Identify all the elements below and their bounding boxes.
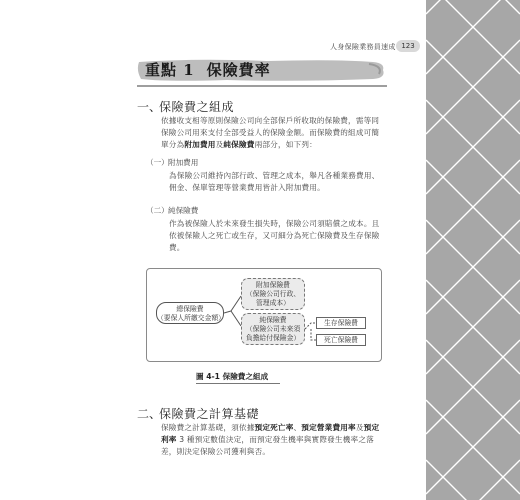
subsection-number: （二） — [146, 206, 169, 215]
bold-term: 純保險費 — [223, 140, 255, 149]
node-pure-premium — [241, 313, 305, 345]
paragraph-line: 費。 — [169, 243, 185, 252]
caption-underline — [196, 383, 280, 384]
paragraph-line: 佣金、保單管理等營業費用皆計入附加費用。 — [169, 183, 325, 192]
node-survival-premium: 生存保險費 — [316, 317, 366, 329]
section-title: 保險費之計算基礎 — [159, 407, 260, 421]
node-line: 附加保險費 — [256, 281, 290, 289]
bold-term: 預定死亡率 — [254, 423, 294, 432]
bold-term: 附加費用 — [184, 140, 216, 149]
text-run: 單分為 — [161, 140, 185, 149]
paragraph-line: 依據收支相等原則保險公司向全部保戶所收取的保險費，需等同 — [161, 116, 380, 125]
node-loading-premium — [241, 278, 305, 310]
paragraph-line: 作為被保險人於未來發生損失時，保險公司須賠償之成本。且 — [169, 219, 380, 228]
running-title: 人身保險業務員速成 — [330, 43, 396, 51]
node-line: 負擔給付保險金） — [245, 334, 301, 342]
section-paragraph — [161, 422, 379, 458]
subsection-title: 純保險費 — [168, 206, 199, 215]
node-line: （保險公司行政、 — [245, 290, 301, 298]
paragraph-line: 差，則決定保險公司獲利與否。 — [161, 447, 271, 456]
paragraph-line — [161, 434, 379, 446]
section-number: 一、 — [137, 100, 162, 114]
bold-term: 利率 — [161, 435, 177, 444]
text-run: 及 — [215, 140, 224, 149]
paragraph-line: 為保險公司維持內部行政、管理之成本，舉凡各種業務費用、 — [169, 171, 380, 180]
title-text: 保險費率 — [206, 61, 271, 79]
text-run: 保險費之計算基礎，須依據 — [161, 423, 255, 432]
title-label: 重點 1 — [145, 61, 195, 79]
bold-term: 預定營業費用率 — [301, 423, 356, 432]
paragraph-line — [161, 422, 379, 434]
page-number: 123 — [396, 40, 420, 52]
node-line: 管理成本） — [256, 299, 290, 307]
text-run: 、 — [293, 423, 302, 432]
subsection-number: （一） — [146, 158, 169, 167]
section-heading — [137, 403, 259, 422]
text-run: 兩部分，如下列： — [254, 140, 317, 149]
text-run: 3 種預定數值決定，而預定發生機率與實際發生機率之落 — [176, 435, 374, 444]
node-line: （保險公司未來須 — [245, 325, 301, 333]
bold-term: 預定 — [363, 423, 380, 432]
node-death-premium: 死亡保險費 — [316, 334, 366, 346]
section-number: 二、 — [137, 407, 162, 421]
figure-caption: 圖 4-1 保險費之組成 — [196, 372, 269, 381]
node-line: （要保人所繳交金額） — [157, 314, 225, 322]
branch-bracket-icon — [231, 296, 241, 326]
paragraph-line: 依被保險人之死亡或生存，又可細分為死亡保險費及生存保險 — [169, 231, 380, 240]
text-run: 及 — [355, 423, 364, 432]
paragraph-line: 保險公司用來支付全部受益人的保險金額。而保險費的組成可簡 — [161, 128, 380, 137]
subsection-title: 附加費用 — [168, 158, 199, 167]
node-total-premium — [156, 302, 224, 324]
node-line: 總保險費 — [176, 305, 204, 313]
node-line: 純保險費 — [259, 316, 287, 324]
section-title: 保險費之組成 — [159, 100, 235, 114]
